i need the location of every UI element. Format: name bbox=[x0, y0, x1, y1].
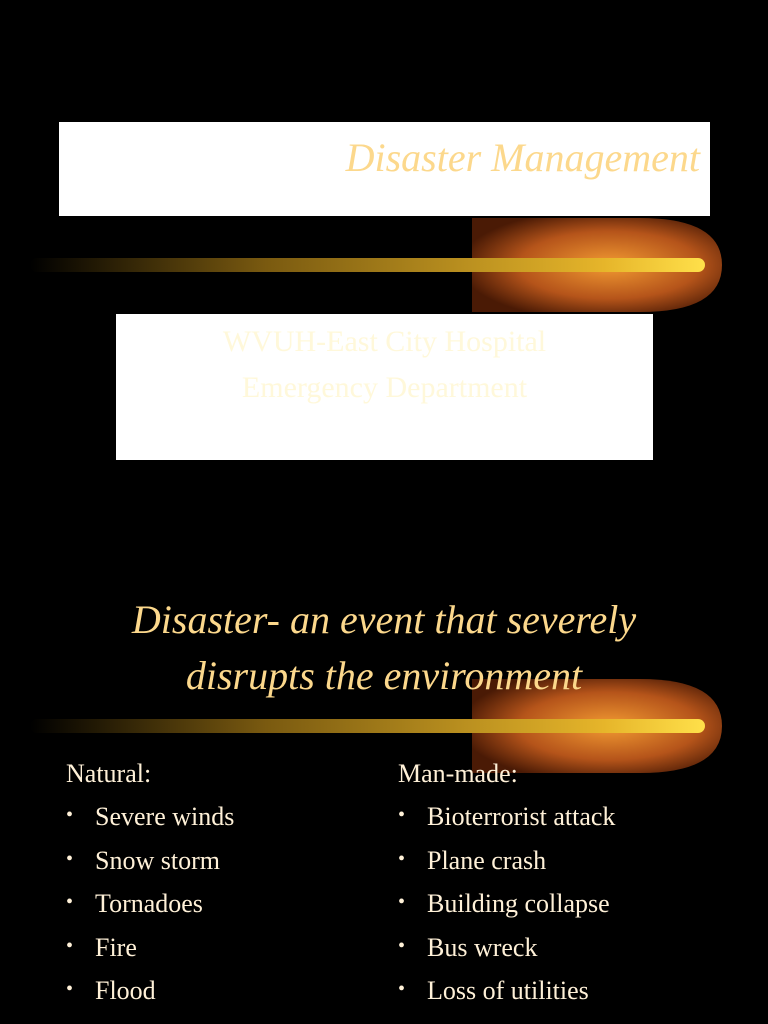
list-item bbox=[66, 973, 366, 1017]
bullet-icon: • bbox=[66, 978, 74, 1000]
natural-label: Natural: bbox=[66, 759, 152, 788]
subtitle-box bbox=[116, 314, 653, 460]
heading-line-2: disrupts the environment bbox=[185, 653, 583, 698]
bullet-icon: • bbox=[66, 891, 74, 913]
manmade-column bbox=[398, 756, 738, 1017]
bullet-icon: • bbox=[398, 804, 406, 826]
bullet-icon: • bbox=[66, 934, 74, 957]
bullet-icon: • bbox=[66, 847, 74, 870]
subtitle-line-hospital: WVUH-East City Hospital bbox=[222, 325, 547, 358]
list-item-text: Bus wreck bbox=[427, 932, 538, 962]
list-item bbox=[66, 886, 366, 930]
list-item bbox=[398, 843, 738, 887]
list-item-text: Building collapse bbox=[427, 889, 610, 918]
bullet-icon: • bbox=[398, 978, 406, 1000]
manmade-label: Man-made: bbox=[398, 759, 518, 788]
definition-heading bbox=[0, 592, 768, 704]
list-item-text: Snow storm bbox=[95, 845, 220, 875]
list-item bbox=[398, 886, 738, 930]
list-item bbox=[398, 973, 738, 1017]
list-item bbox=[66, 930, 366, 974]
bullet-icon: • bbox=[66, 804, 74, 826]
natural-list bbox=[66, 799, 366, 1017]
subtitle-line-department: Emergency Department bbox=[241, 371, 528, 404]
slide-title-text: Disaster Management bbox=[345, 135, 700, 180]
list-item-text: Flood bbox=[95, 976, 156, 1005]
list-item bbox=[398, 930, 738, 974]
bullet-icon: • bbox=[398, 847, 406, 870]
decorative-streak bbox=[0, 215, 768, 315]
list-item-text: Severe winds bbox=[95, 802, 235, 831]
list-item bbox=[66, 799, 366, 843]
heading-line-1: Disaster- an event that severely bbox=[131, 597, 637, 642]
manmade-list bbox=[398, 799, 738, 1017]
list-item-text: Tornadoes bbox=[95, 889, 203, 918]
bullet-icon: • bbox=[398, 934, 406, 957]
list-item bbox=[398, 799, 738, 843]
list-item-text: Loss of utilities bbox=[427, 976, 589, 1005]
list-item-text: Bioterrorist attack bbox=[427, 802, 616, 831]
title-box bbox=[59, 122, 710, 216]
list-item-text: Fire bbox=[95, 932, 137, 962]
bullet-icon: • bbox=[398, 891, 406, 913]
natural-column bbox=[66, 756, 366, 1017]
list-item bbox=[66, 843, 366, 887]
list-item-text: Plane crash bbox=[427, 845, 547, 875]
slide-disaster-definition bbox=[0, 540, 768, 1024]
